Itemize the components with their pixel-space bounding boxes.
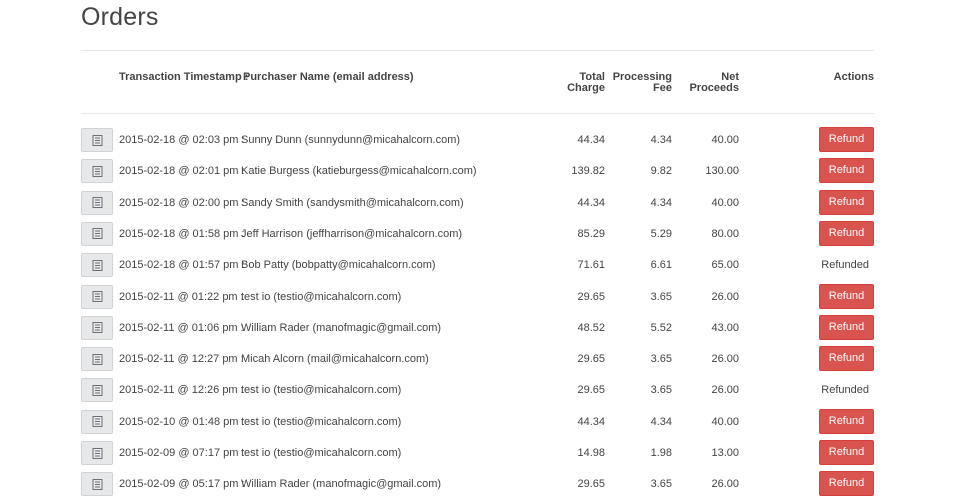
refund-button[interactable]: Refund — [819, 346, 874, 371]
refund-button[interactable]: Refund — [819, 409, 874, 434]
header-net-proceeds — [689, 72, 739, 94]
cell-total-charge: 29.65 — [577, 290, 605, 303]
cell-purchaser: Katie Burgess (katieburgess@micahalcorn.com) — [241, 165, 477, 178]
table-row — [81, 252, 874, 279]
table-row — [81, 471, 874, 498]
cell-purchaser: Sunny Dunn (sunnydunn@micahalcorn.com) — [241, 134, 461, 146]
view-details-button[interactable] — [81, 191, 113, 215]
refund-button[interactable]: Refund — [819, 221, 874, 246]
cell-total-charge: 44.34 — [577, 415, 605, 428]
header-net-line2: Proceeds — [689, 82, 739, 94]
cell-net-proceeds: 26.00 — [711, 353, 739, 366]
cell-purchaser: test io (testio@micahalcorn.com) — [241, 415, 402, 428]
cell-net-proceeds: 80.00 — [711, 227, 739, 240]
cell-timestamp: 2015-02-11 @ 01:22 pm : — [119, 290, 244, 303]
view-details-button[interactable] — [81, 472, 113, 496]
cell-processing-fee: 4.34 — [650, 134, 672, 146]
cell-total-charge: 29.65 — [577, 478, 605, 491]
cell-processing-fee: 5.52 — [650, 321, 672, 334]
title-divider — [81, 50, 874, 51]
cell-processing-fee: 3.65 — [650, 353, 672, 366]
view-details-button[interactable] — [81, 253, 113, 277]
table-row — [81, 377, 874, 404]
refund-button[interactable]: Refund — [819, 440, 874, 465]
cell-timestamp: 2015-02-18 @ 01:57 pm : — [119, 259, 245, 272]
cell-net-proceeds: 40.00 — [711, 415, 739, 428]
cell-timestamp: 2015-02-11 @ 12:27 pm : — [119, 353, 244, 366]
document-icon — [92, 416, 103, 427]
view-details-button[interactable] — [81, 285, 113, 309]
header-purchaser-name: Purchaser Name (email address) — [243, 71, 414, 83]
document-icon — [92, 322, 103, 333]
refund-button[interactable]: Refund — [819, 190, 874, 215]
header-processing-fee — [613, 72, 672, 94]
cell-total-charge: 29.65 — [577, 384, 605, 397]
header-transaction-timestamp: Transaction Timestamp : — [119, 71, 249, 83]
table-row — [81, 158, 874, 185]
document-icon — [92, 135, 103, 146]
cell-total-charge: 48.52 — [577, 321, 605, 334]
cell-timestamp: 2015-02-11 @ 01:06 pm : — [119, 321, 244, 334]
refund-button[interactable]: Refund — [819, 158, 874, 183]
refunded-status: Refunded — [821, 384, 869, 397]
cell-purchaser: Micah Alcorn (mail@micahalcorn.com) — [241, 353, 429, 366]
cell-total-charge: 139.82 — [571, 165, 605, 178]
cell-processing-fee: 6.61 — [650, 259, 672, 272]
cell-total-charge: 14.98 — [577, 447, 605, 459]
document-icon — [92, 197, 103, 208]
document-icon — [92, 166, 103, 177]
cell-processing-fee: 3.65 — [650, 290, 672, 303]
cell-total-charge: 85.29 — [577, 227, 605, 240]
table-row — [81, 190, 874, 217]
table-row — [81, 346, 874, 373]
cell-net-proceeds: 26.00 — [711, 384, 739, 397]
header-fee-line1: Processing — [612, 71, 672, 83]
cell-timestamp: 2015-02-18 @ 01:58 pm : — [119, 227, 245, 240]
cell-timestamp: 2015-02-10 @ 01:48 pm : — [119, 415, 245, 428]
cell-net-proceeds: 26.00 — [711, 290, 739, 303]
header-net-line1: Net — [721, 71, 739, 83]
cell-timestamp: 2015-02-09 @ 07:17 pm : — [119, 447, 245, 459]
cell-processing-fee: 4.34 — [650, 196, 672, 209]
document-icon — [92, 448, 103, 459]
view-details-button[interactable] — [81, 347, 113, 371]
cell-timestamp: 2015-02-09 @ 05:17 pm : — [119, 478, 245, 491]
cell-purchaser: William Rader (manofmagic@gmail.com) — [241, 321, 442, 334]
cell-purchaser: Bob Patty (bobpatty@micahalcorn.com) — [241, 259, 436, 272]
header-total-charge — [567, 72, 605, 94]
view-details-button[interactable] — [81, 222, 113, 246]
cell-processing-fee: 4.34 — [650, 415, 672, 428]
cell-timestamp: 2015-02-18 @ 02:01 pm : — [119, 165, 245, 178]
header-total-line2: Charge — [567, 82, 605, 94]
table-row — [81, 440, 874, 467]
cell-purchaser: test io (testio@micahalcorn.com) — [241, 384, 402, 397]
cell-processing-fee: 5.29 — [650, 227, 672, 240]
cell-purchaser: Jeff Harrison (jeffharrison@micahalcorn.com) — [241, 227, 463, 240]
document-icon — [92, 291, 103, 302]
document-icon — [92, 385, 103, 396]
view-details-button[interactable] — [81, 316, 113, 340]
document-icon — [92, 479, 103, 490]
header-fee-line2: Fee — [653, 82, 672, 94]
table-row — [81, 221, 874, 248]
view-details-button[interactable] — [81, 378, 113, 402]
cell-purchaser: test io (testio@micahalcorn.com) — [241, 447, 402, 459]
cell-total-charge: 44.34 — [577, 196, 605, 209]
table-row — [81, 315, 874, 342]
cell-net-proceeds: 13.00 — [711, 447, 739, 459]
cell-total-charge: 44.34 — [577, 134, 605, 146]
refund-button[interactable]: Refund — [819, 315, 874, 340]
document-icon — [92, 228, 103, 239]
page-title: Orders — [81, 3, 159, 31]
cell-processing-fee: 3.65 — [650, 478, 672, 491]
cell-total-charge: 71.61 — [577, 259, 605, 272]
table-row — [81, 409, 874, 436]
refund-button[interactable]: Refund — [819, 284, 874, 309]
cell-purchaser: Sandy Smith (sandysmith@micahalcorn.com) — [241, 196, 464, 209]
cell-timestamp: 2015-02-11 @ 12:26 pm : — [119, 384, 244, 397]
header-total-line1: Total — [579, 71, 605, 83]
cell-net-proceeds: 130.00 — [705, 165, 739, 178]
cell-net-proceeds: 40.00 — [711, 134, 739, 146]
header-actions: Actions — [833, 71, 874, 83]
cell-purchaser: test io (testio@micahalcorn.com) — [241, 290, 402, 303]
cell-net-proceeds: 65.00 — [711, 259, 739, 272]
cell-processing-fee: 1.98 — [650, 447, 672, 459]
view-details-button[interactable] — [81, 128, 113, 152]
cell-net-proceeds: 26.00 — [711, 478, 739, 491]
view-details-button[interactable] — [81, 441, 113, 465]
refunded-status: Refunded — [821, 259, 869, 272]
view-details-button[interactable] — [81, 410, 113, 434]
cell-processing-fee: 3.65 — [650, 384, 672, 397]
cell-timestamp: 2015-02-18 @ 02:03 pm : — [119, 134, 245, 146]
cell-processing-fee: 9.82 — [650, 165, 672, 178]
cell-total-charge: 29.65 — [577, 353, 605, 366]
view-details-button[interactable] — [81, 159, 113, 183]
cell-net-proceeds: 40.00 — [711, 196, 739, 209]
cell-net-proceeds: 43.00 — [711, 321, 739, 334]
refund-button[interactable]: Refund — [819, 127, 874, 152]
table-row — [81, 127, 874, 154]
refund-button[interactable]: Refund — [819, 471, 874, 496]
table-row — [81, 284, 874, 311]
header-divider — [81, 113, 874, 114]
cell-purchaser: William Rader (manofmagic@gmail.com) — [241, 478, 442, 491]
document-icon — [92, 260, 103, 271]
cell-timestamp: 2015-02-18 @ 02:00 pm : — [119, 196, 245, 209]
document-icon — [92, 354, 103, 365]
